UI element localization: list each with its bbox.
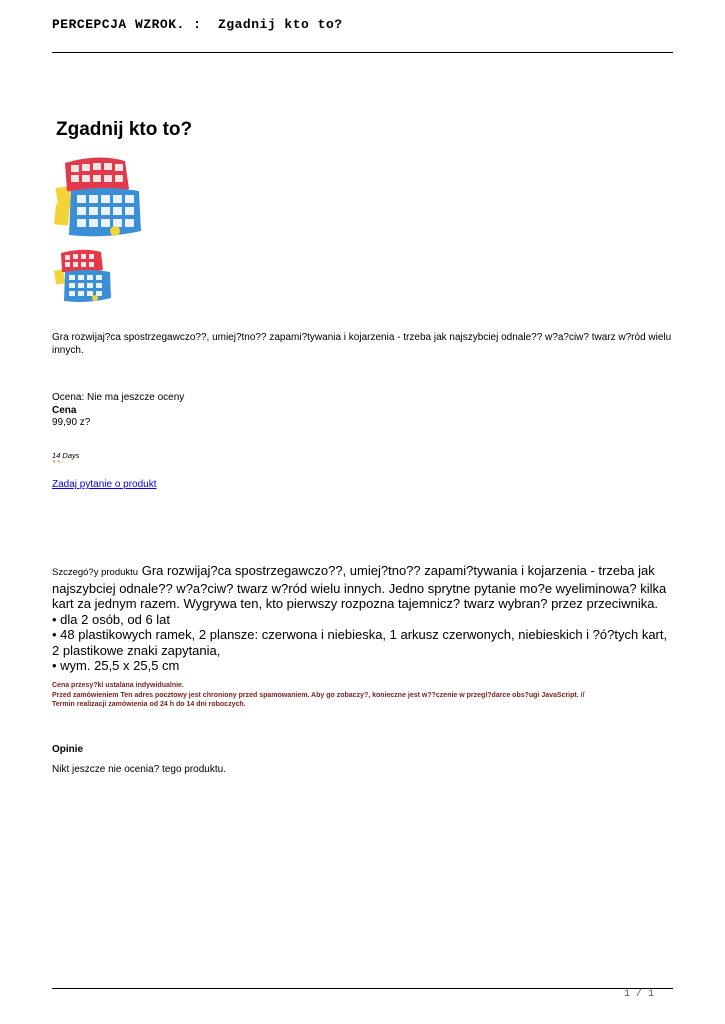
- game-box-image-small[interactable]: [53, 248, 113, 303]
- header-divider: [52, 52, 673, 53]
- details-lead-label: Szczegó?y produktu: [52, 567, 139, 578]
- rating-price-block: [52, 392, 184, 430]
- price-value: 99,90 z?: [52, 417, 91, 428]
- shipping-note: Cena przesy?ki ustalana indywidualnie.: [52, 682, 184, 689]
- ask-question-link[interactable]: Zadaj pytanie o produkt: [52, 479, 157, 490]
- rating-stars-icon: ★★☆☆☆: [52, 459, 75, 465]
- delivery-badge: 14 Days: [52, 451, 80, 460]
- details-bullet: • 48 plastikowych ramek, 2 plansze: czerwona i niebieska, 1 arkusz czerwonych, niebieskich i ?ó?tych kart, 2 plastikowe znaki zapytania,: [52, 627, 668, 658]
- rating-label: Ocena: Nie ma jeszcze oceny: [52, 392, 185, 403]
- details-bullet: • dla 2 osób, od 6 lat: [52, 611, 171, 627]
- opinions-text: Nikt jeszcze nie ocenia? tego produktu.: [52, 764, 226, 775]
- price-label: Cena: [52, 404, 77, 416]
- product-details: [52, 563, 677, 674]
- page-number: 1 / 1: [624, 989, 655, 1000]
- details-description: Gra rozwijaj?ca spostrzegawczo??, umiej?tno?? zapami?tywania i kojarzenia - trzeba jak najszybciej odnale?? w?a?ciw? twarz w?ród wielu innych. Jedno sprytne pytanie mo?e wyeliminowa? kilka kart za jednym razem. Wygrywa ten, kto pierwszy rozpozna tajemnicz? twarz wybran? przez przeciwnika.: [52, 563, 667, 611]
- product-title: Zgadnij kto to?: [56, 119, 193, 140]
- footer-divider: [52, 988, 673, 989]
- game-box-image-large[interactable]: [53, 155, 143, 238]
- product-intro-text: Gra rozwijaj?ca spostrzegawczo??, umiej?tno?? zapami?tywania i kojarzenia - trzeba jak najszybciej odnale?? w?a?ciw? twarz w?ród wielu innych.: [52, 332, 672, 356]
- opinions-heading: Opinie: [52, 744, 84, 755]
- details-bullet: • wym. 25,5 x 25,5 cm: [52, 658, 180, 673]
- order-notes: [52, 681, 692, 710]
- document-header-title: PERCEPCJA WZROK. : Zgadnij kto to?: [52, 17, 343, 32]
- lead-time-note: Termin realizacji zamówienia od 24 h do 14 dni roboczych.: [52, 701, 246, 708]
- order-note: Przed zamówieniem Ten adres pocztowy jest chroniony przed spamowaniem. Aby go zobaczy?, konieczne jest w??czenie w przegl?darce obs?ugi JavaScript. //: [52, 691, 585, 699]
